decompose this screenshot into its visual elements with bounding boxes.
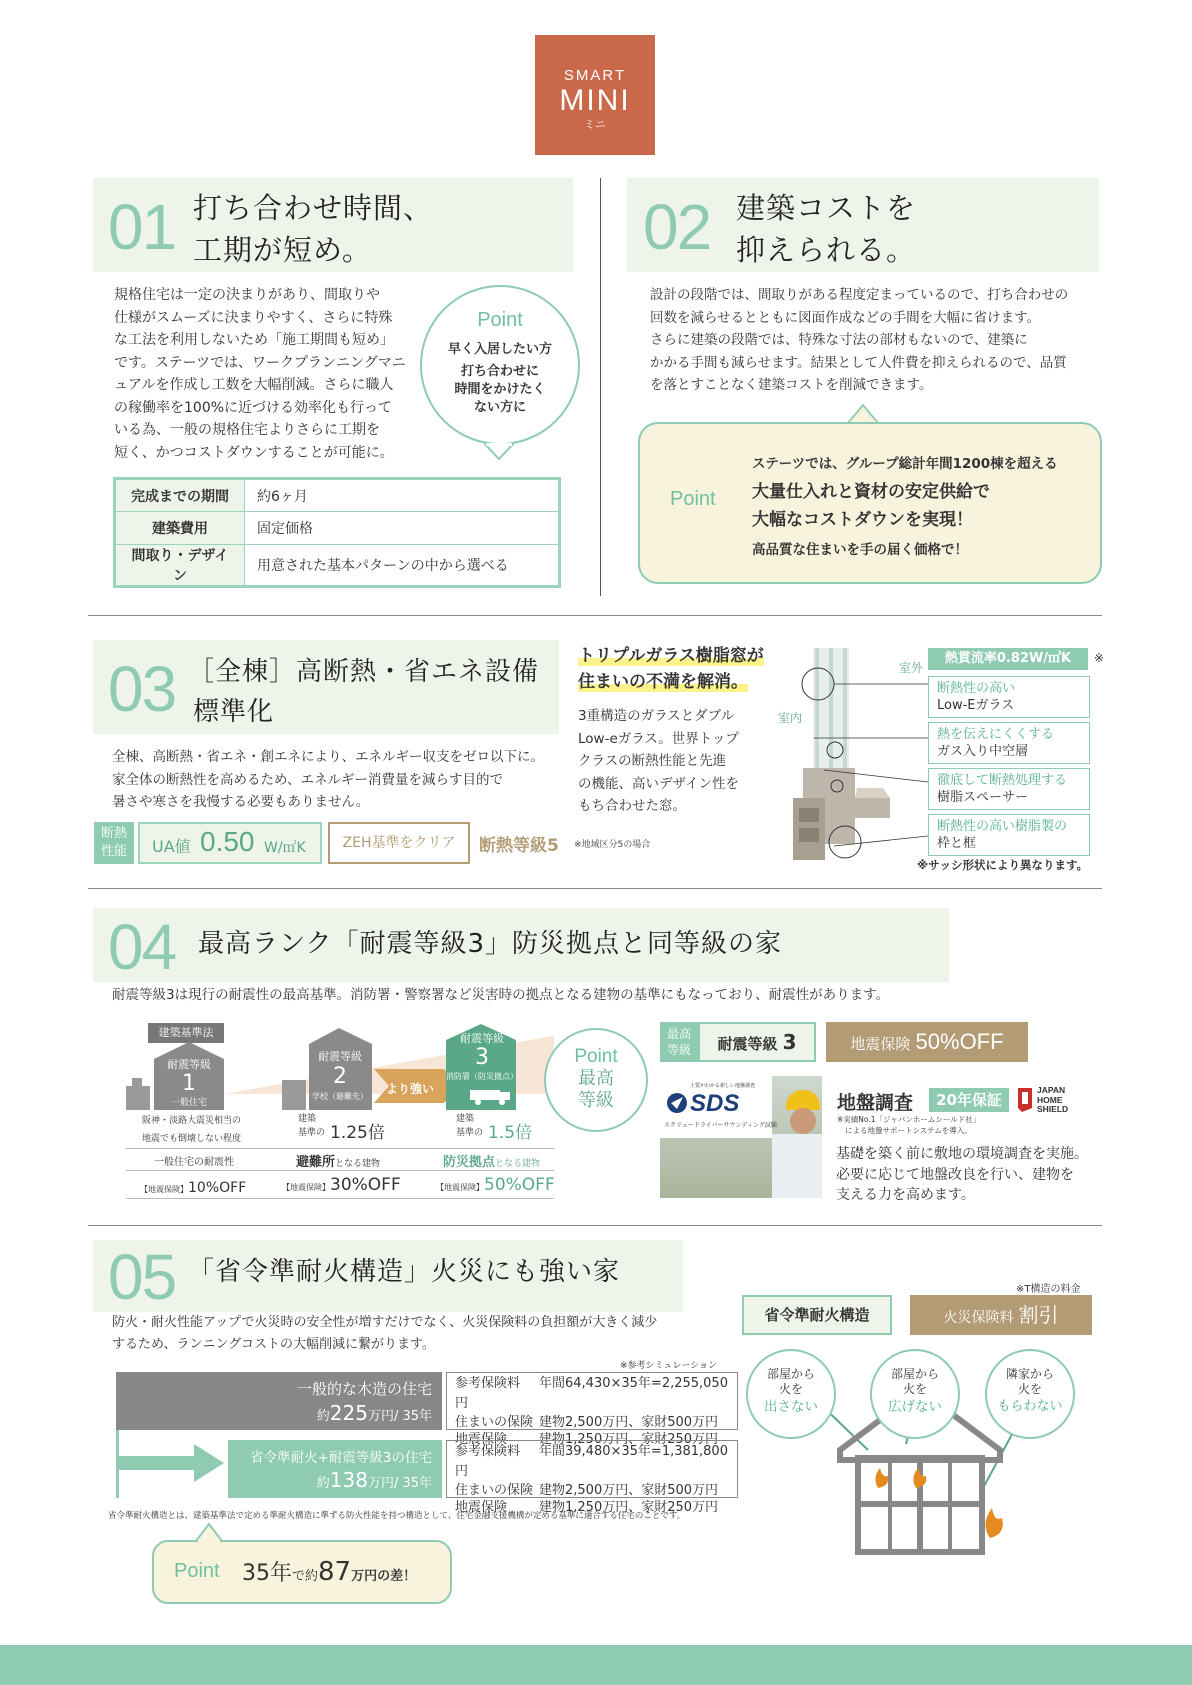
cost-pre: 約 bbox=[316, 1476, 330, 1491]
inside-label: 室内 bbox=[778, 711, 803, 725]
section-01-body bbox=[114, 284, 414, 464]
callout-gas-layer bbox=[928, 722, 1090, 764]
body-line: 支える力を高めます。 bbox=[836, 1187, 975, 1203]
point-line: 最高 bbox=[578, 1068, 614, 1089]
table-row bbox=[115, 479, 560, 512]
grade-sub: 一般住宅 bbox=[170, 1098, 207, 1108]
section-05-point-bubble bbox=[152, 1540, 452, 1604]
bar-title: 一般的な木造の住宅 bbox=[296, 1380, 432, 1398]
point-years: 35年 bbox=[242, 1561, 292, 1586]
jhs-line: HOME bbox=[1037, 1094, 1063, 1105]
grade-1-label bbox=[154, 1058, 224, 1110]
body-line: 回数を減らせるとともに図面作成などの手間を大幅に省けます。 bbox=[650, 309, 1041, 326]
callout-circle-1 bbox=[746, 1349, 836, 1439]
point-label: Point bbox=[574, 1046, 618, 1067]
cost-unit: 万円/ 35年 bbox=[367, 1409, 432, 1424]
ins-label: 【地震保険】 bbox=[436, 1183, 484, 1192]
multiplier-value: 1.5倍 bbox=[488, 1123, 533, 1143]
circle-line: 隣家から bbox=[1005, 1367, 1054, 1381]
point-line: 高品質な住まいを手の届く価格で！ bbox=[752, 542, 968, 558]
fireproof-structure-tag: 省令準耐火構造 bbox=[742, 1295, 892, 1335]
ua-value: 0.50 bbox=[200, 826, 255, 857]
sash-note: ※サッシ形状により異なります。 bbox=[917, 858, 1089, 872]
logo-kana: ミニ bbox=[584, 118, 606, 131]
circle-line: 火を bbox=[778, 1382, 803, 1396]
section-05-title: 「省令準耐火構造」火災にも強い家 bbox=[188, 1257, 621, 1287]
highest-grade-tag bbox=[660, 1022, 698, 1062]
section-01-number: 01 bbox=[108, 191, 176, 263]
sim-key: 地震保険 bbox=[455, 1432, 508, 1447]
table-key: 建築費用 bbox=[115, 512, 245, 545]
ground-survey-body bbox=[836, 1144, 1088, 1206]
arrow-right-icon bbox=[116, 1440, 228, 1486]
callout-line: 樹脂スペーサー bbox=[937, 790, 1029, 805]
insulation-grade: 断熱等級5 bbox=[479, 836, 559, 856]
callout-line: 枠と框 bbox=[937, 836, 977, 851]
callout-circle-3 bbox=[985, 1349, 1075, 1439]
grade-label: 耐震等級 bbox=[318, 1050, 362, 1063]
seismic-grade-3-tag bbox=[698, 1022, 816, 1062]
grade-number: 3 bbox=[475, 1045, 489, 1070]
multiplier-pre bbox=[298, 1112, 325, 1140]
section-04-point-circle bbox=[544, 1028, 648, 1132]
table-row bbox=[115, 512, 560, 545]
jhs-logo-text bbox=[1037, 1086, 1068, 1115]
insulation-badge bbox=[94, 822, 134, 864]
body-line: するため、ランニングコストの大幅削減に繋がります。 bbox=[112, 1337, 435, 1352]
callout-spacer bbox=[928, 768, 1090, 810]
bar-cost bbox=[228, 1468, 432, 1492]
jhs-line: JAPAN bbox=[1037, 1085, 1066, 1095]
callout-low-e-glass bbox=[928, 676, 1090, 718]
cost-pre: 約 bbox=[316, 1409, 330, 1424]
grade-2-multiplier bbox=[298, 1112, 385, 1143]
ins-label: 【地震保険】 bbox=[140, 1185, 188, 1194]
table-row bbox=[115, 545, 560, 587]
point-line: ステーツでは、グループ総計年間1200棟を超える bbox=[752, 456, 1058, 472]
section-03-body bbox=[112, 746, 572, 814]
logo-top: SMART bbox=[563, 67, 627, 84]
fire-truck-icon bbox=[468, 1086, 512, 1106]
tag-label: 耐震等級 bbox=[717, 1035, 778, 1053]
circle-line: 出さない bbox=[764, 1399, 818, 1415]
grade-1-desc bbox=[142, 1112, 241, 1148]
callout-line: ガス入り中空層 bbox=[937, 744, 1029, 759]
logo-main: MINI bbox=[559, 84, 631, 117]
body-line: クラスの断熱性能と先進 bbox=[578, 753, 727, 769]
section-04-body: 耐震等級3は現行の耐震性の最高基準。消防署・警察署など災害時の拠点となる建物の基準にもなっており、耐震性があります。 bbox=[112, 987, 890, 1003]
japan-home-shield-logo-icon bbox=[1016, 1086, 1034, 1114]
sim-value: 年間64,430×35年=2,255,050円 bbox=[455, 1376, 728, 1411]
insurance-10 bbox=[140, 1177, 246, 1196]
ua-unit: W/㎡K bbox=[264, 840, 306, 856]
fireproof-footnote: 省令準耐火構造とは、建築基準法で定める準耐火構造に準ずる防火性能を持つ構造として、住宅金融支援機構が定める基準に適合する住宅のことです。 bbox=[108, 1511, 686, 1521]
multiplier-value: 1.25倍 bbox=[330, 1123, 385, 1143]
grade-3-multiplier bbox=[456, 1112, 533, 1143]
circle-line: 部屋から bbox=[890, 1367, 939, 1381]
row-divider bbox=[126, 1198, 554, 1199]
worker-helmet bbox=[786, 1090, 820, 1110]
body-line: の稼働率を100%に近づける効率化も行って bbox=[114, 399, 393, 416]
callout-line: 断熱性の高い bbox=[937, 681, 1016, 696]
sim-value: 年間39,480×35年=1,381,800円 bbox=[455, 1444, 728, 1479]
note-line: による地盤サポートシステムを導入。 bbox=[845, 1126, 972, 1135]
point-line: ない方に bbox=[473, 400, 526, 415]
tag-label: 地震保険 bbox=[850, 1035, 911, 1053]
sds-subtitle: スクリュードライバーサウンディング試験 bbox=[664, 1122, 777, 1129]
sim-key: 住まいの保険 bbox=[455, 1415, 534, 1430]
worker-face bbox=[790, 1108, 816, 1134]
row-general-seismic: 一般住宅の耐震性 bbox=[154, 1157, 234, 1168]
circle-line: もらわない bbox=[997, 1399, 1063, 1414]
grade-note: ※地域区分5の場合 bbox=[574, 840, 651, 850]
section-03-title-line1: ［全棟］高断熱・省エネ設備 bbox=[188, 657, 540, 687]
point-label: Point bbox=[670, 488, 716, 510]
body-line: 仕様がスムーズに決まりやすく、さらに特殊 bbox=[114, 309, 393, 326]
section-divider-vertical bbox=[600, 178, 601, 596]
callout-leader-lines bbox=[800, 660, 940, 860]
body-line: 必要に応じて地盤改良を行い、建物を bbox=[836, 1166, 1074, 1183]
sim-key: 地震保険 bbox=[455, 1500, 508, 1515]
window-body bbox=[578, 705, 758, 818]
point-line: 等級 bbox=[578, 1090, 614, 1111]
sim-key: 住まいの保険 bbox=[455, 1483, 534, 1498]
tag-value: 割引 bbox=[1018, 1303, 1059, 1327]
sim-value: 建物2,500万円、家財500万円 bbox=[539, 1483, 719, 1498]
body-line: 防火・耐火性能アップで火災時の安全性が増すだけでなく、火災保険料の負担額が大きく減少 bbox=[112, 1315, 658, 1330]
heat-flow-note-mark: ※ bbox=[1094, 651, 1105, 665]
section-divider bbox=[88, 888, 1102, 889]
stronger-label: より強い bbox=[386, 1082, 435, 1096]
ins-value: 10%OFF bbox=[188, 1180, 247, 1196]
body-line: さらに建築の段階では、特殊な寸法の部材もないので、建築に bbox=[650, 332, 1028, 348]
table-key: 間取り・デザイン bbox=[115, 545, 245, 587]
worker-body bbox=[772, 1134, 822, 1198]
body-line: 暑さや寒さを我慢する必要もありません。 bbox=[112, 794, 370, 810]
grade-label: 耐震等級 bbox=[460, 1032, 504, 1045]
body-line: な工法を利用しないため「施工期間も短め」 bbox=[114, 332, 394, 348]
callout-line: 徹底して断熱処理する bbox=[937, 773, 1068, 788]
note-line: ※実績No.1「ジャパンホームシールド社」 bbox=[837, 1115, 981, 1124]
circle-line: 部屋から bbox=[766, 1367, 815, 1381]
jhs-note bbox=[837, 1114, 980, 1136]
tag-line: 等級 bbox=[666, 1043, 691, 1057]
table-key: 完成までの期間 bbox=[115, 479, 245, 512]
jhs-line: SHIELD bbox=[1037, 1104, 1069, 1114]
section-05-number: 05 bbox=[108, 1241, 176, 1313]
sim-row bbox=[455, 1374, 729, 1414]
point-line: 大量仕入れと資材の安定供給で bbox=[752, 482, 990, 502]
tag-number: 3 bbox=[782, 1030, 797, 1054]
sim-row bbox=[455, 1414, 729, 1431]
sds-caption: 土質がわかる新しい地盤調査 bbox=[690, 1083, 756, 1089]
section-04-number: 04 bbox=[108, 911, 176, 983]
circle-line: 火を bbox=[1017, 1382, 1042, 1396]
badge-line: 性能 bbox=[100, 844, 127, 859]
window-title bbox=[578, 643, 764, 695]
window-title-line1: トリプルガラス樹脂窓が bbox=[578, 646, 764, 666]
row-sub: となる建物 bbox=[495, 1159, 541, 1169]
badge-line: 断熱 bbox=[100, 826, 127, 841]
multiplier-pre bbox=[456, 1112, 483, 1140]
ins-label: 【地震保険】 bbox=[282, 1183, 330, 1192]
circle-line: 広げない bbox=[888, 1399, 942, 1415]
point-line: 時間をかけたく bbox=[454, 382, 546, 397]
table-value: 約6ヶ月 bbox=[245, 479, 560, 512]
zeh-badge bbox=[328, 822, 470, 864]
section-01-title-line1: 打ち合わせ時間、 bbox=[193, 191, 434, 225]
pre-line: 建築 bbox=[298, 1114, 317, 1124]
pre-line: 基準の bbox=[298, 1128, 326, 1138]
section-01-title-line2: 工期が短め。 bbox=[193, 233, 372, 267]
t-structure-note: ※T構造の料金 bbox=[1016, 1284, 1081, 1295]
point-line: 早く入居したい方 bbox=[447, 342, 552, 357]
ua-value-box bbox=[138, 822, 322, 864]
grade-3-label bbox=[446, 1032, 518, 1084]
section-03-number: 03 bbox=[108, 653, 176, 725]
row-strong: 防災拠点 bbox=[443, 1155, 496, 1170]
grade-sub: 学校（避難先） bbox=[312, 1092, 368, 1101]
grade-desc-line: 地震でも倒壊しない程度 bbox=[142, 1134, 242, 1144]
insurance-50 bbox=[436, 1175, 555, 1195]
sds-logo-mark-icon bbox=[666, 1092, 688, 1114]
grade-number: 2 bbox=[333, 1064, 347, 1089]
body-line: です。ステーツでは、ワークプランニングマニ bbox=[114, 354, 406, 371]
body-line: かかる手間も減らせます。結果として人件費を抑えられるので、品質 bbox=[650, 354, 1067, 371]
general-house-bar bbox=[116, 1372, 442, 1430]
row-sub: となる建物 bbox=[335, 1159, 381, 1169]
point-label: Point bbox=[174, 1560, 220, 1582]
body-line: 全棟、高断熱・省エネ・創エネにより、エネルギー収支をゼロ以下に。 bbox=[112, 749, 544, 765]
grade-sub: 消防署（防災拠点） bbox=[446, 1072, 518, 1081]
row-divider bbox=[126, 1170, 554, 1171]
section-03-title-line2: 標準化 bbox=[193, 697, 275, 727]
bar-cost bbox=[116, 1401, 432, 1425]
smart-mini-logo bbox=[535, 35, 655, 155]
point-label: Point bbox=[477, 309, 523, 331]
sim-value: 建物1,250万円、家財250万円 bbox=[539, 1500, 719, 1515]
insurance-30 bbox=[282, 1175, 401, 1195]
section-02-body bbox=[650, 284, 1090, 397]
section-02-number: 02 bbox=[643, 191, 711, 263]
row-shelter bbox=[296, 1151, 380, 1170]
sds-logo: SDS bbox=[690, 1090, 740, 1117]
tag-label: 火災保険料 bbox=[943, 1310, 1014, 1326]
guarantee-badge: 20年保証 bbox=[929, 1088, 1009, 1112]
body-line: もち合わせた窓。 bbox=[578, 798, 686, 814]
section-05-body bbox=[112, 1312, 657, 1356]
window-title-line2: 住まいの不満を解消。 bbox=[578, 672, 748, 692]
fireproof-house-bar bbox=[228, 1440, 442, 1498]
section-04-title: 最高ランク「耐震等級3」防災拠点と同等級の家 bbox=[198, 929, 783, 959]
cost-value: 138 bbox=[329, 1468, 368, 1492]
point-connector: で約 bbox=[292, 1569, 319, 1584]
sim-value: 建物1,250万円、家財250万円 bbox=[539, 1432, 719, 1447]
outside-label: 室外 bbox=[899, 661, 924, 675]
body-line: の機能、高いデザイン性を bbox=[578, 775, 740, 792]
sim-value: 建物2,500万円、家財500万円 bbox=[539, 1415, 719, 1430]
section-divider bbox=[88, 1225, 1102, 1226]
section-02-title-line2: 抑えられる。 bbox=[736, 233, 917, 267]
callout-line: Low-Eガラス bbox=[937, 698, 1015, 713]
body-line: 設計の段階では、間取りがある程度定まっているので、打ち合わせの bbox=[650, 287, 1069, 303]
grade-number: 1 bbox=[182, 1071, 196, 1096]
pre-line: 建築 bbox=[456, 1114, 475, 1124]
body-line: 3重構造のガラスとダブル bbox=[578, 708, 735, 724]
body-line: いる為、一般の規格住宅よりさらに工期を bbox=[114, 422, 380, 438]
pre-line: 基準の bbox=[456, 1128, 484, 1138]
callout-circle-2 bbox=[870, 1349, 960, 1439]
point-tail-icon bbox=[484, 443, 514, 461]
grade-desc-line: 阪神・淡路大震災相当の bbox=[142, 1116, 242, 1126]
ground-survey-label: 地盤調査 bbox=[837, 1092, 914, 1114]
body-line: Low-eガラス。世界トップ bbox=[578, 730, 739, 747]
tag-value: 50%OFF bbox=[915, 1029, 1004, 1054]
cost-value: 225 bbox=[329, 1401, 368, 1425]
row-strong: 避難所 bbox=[296, 1155, 336, 1170]
callout-line: 熱を伝えにくくする bbox=[937, 727, 1055, 742]
body-line: 基礎を築く前に敷地の環境調査を実施。 bbox=[836, 1146, 1088, 1162]
ins-value: 50%OFF bbox=[484, 1175, 555, 1195]
sim-row bbox=[455, 1482, 729, 1499]
earthquake-insurance-tag bbox=[826, 1022, 1028, 1062]
sim-row bbox=[455, 1442, 729, 1482]
table-value: 用意された基本パターンの中から選べる bbox=[245, 545, 560, 587]
fireproof-house-details bbox=[446, 1440, 738, 1515]
sim-key: 参考保険料 bbox=[455, 1444, 521, 1459]
general-house-details bbox=[446, 1372, 738, 1447]
sds-survey-photo bbox=[660, 1076, 822, 1198]
body-line: 短く、かつコストダウンすることが可能に。 bbox=[114, 444, 394, 461]
ua-label: UA値 bbox=[152, 837, 191, 856]
callout-resin-frame bbox=[928, 814, 1090, 856]
heat-flow-badge: 熱貫流率0.82W/㎡K bbox=[928, 648, 1088, 670]
point-unit: 万円の差！ bbox=[351, 1569, 417, 1584]
circle-line: 火を bbox=[902, 1382, 927, 1396]
section-02-title-line1: 建築コストを bbox=[736, 191, 917, 225]
fire-insurance-discount-tag bbox=[910, 1295, 1092, 1335]
footer-band bbox=[0, 1645, 1192, 1685]
tag-line: 最高 bbox=[666, 1027, 691, 1041]
bubble-tail-icon bbox=[848, 403, 878, 424]
bar-title: 省令準耐火+耐震等級3の住宅 bbox=[250, 1450, 432, 1466]
point-text bbox=[242, 1556, 416, 1587]
section-01-spec-table bbox=[113, 477, 561, 588]
building-law-tag: 建築基準法 bbox=[148, 1023, 224, 1043]
body-line: を落とすことなく建築コストを削減できます。 bbox=[650, 377, 933, 393]
point-amount: 87 bbox=[318, 1557, 352, 1587]
body-line: 家全体の断熱性を高めるため、エネルギー消費量を減らす目的で bbox=[112, 771, 503, 788]
grade-label: 耐震等級 bbox=[167, 1058, 211, 1071]
callout-line: 断熱性の高い樹脂製の bbox=[937, 819, 1068, 834]
point-bubble-tail-icon bbox=[196, 1522, 222, 1542]
section-divider bbox=[88, 615, 1102, 616]
point-line: 大幅なコストダウンを実現！ bbox=[752, 510, 973, 530]
simulation-note: ※参考シミュレーション bbox=[620, 1361, 718, 1371]
sim-key: 参考保険料 bbox=[455, 1376, 521, 1391]
grade-2-label bbox=[305, 1050, 375, 1104]
table-value: 固定価格 bbox=[245, 512, 560, 545]
section-01-point-circle bbox=[420, 285, 580, 445]
row-disaster-base bbox=[443, 1151, 540, 1170]
row-divider bbox=[126, 1148, 554, 1149]
body-line: 規格住宅は一定の決まりがあり、間取りや bbox=[114, 287, 380, 303]
point-line: 打ち合わせに bbox=[460, 364, 539, 379]
ins-value: 30%OFF bbox=[330, 1175, 401, 1195]
cost-unit: 万円/ 35年 bbox=[367, 1476, 432, 1491]
zeh-label: ZEH基準をクリア bbox=[342, 835, 456, 851]
body-line: ュアルを作成し工数を大幅削減。さらに職人 bbox=[114, 377, 394, 393]
